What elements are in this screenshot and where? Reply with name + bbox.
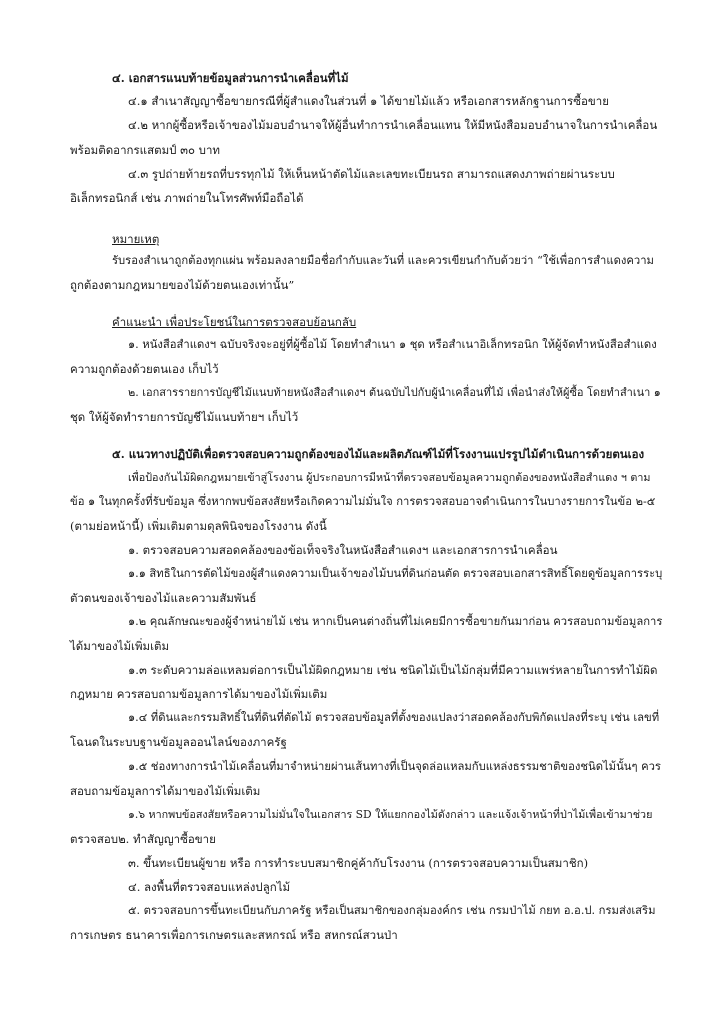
check-1-6-line-1: ๑.๖ หากพบข้อสงสัยหรือความไม่มั่นใจในเอกสาร SD ให้แยกกองไม้ดังกล่าว และแจ้งเจ้าหน้าที่ป่าไม้เพื่อเข้ามาช่วย: [128, 808, 653, 821]
check-1-5-line-1: ๑.๕ ช่องทางการนำไม้เคลื่อนที่มาจำหน่ายผ่านเส้นทางที่เป็นจุดล่อแหลมกับแหล่งธรรมชาติของชนิดไม้นั้นๆ ควร: [128, 760, 661, 773]
item-4-1: ๔.๑ สำเนาสัญญาซื้อขายกรณีที่ผู้สำแดงในส่วนที่ ๑ ได้ขายไม้แล้ว หรือเอกสารหลักฐานการซื้อขาย: [128, 94, 609, 108]
note-title: หมายเหตุ: [112, 232, 160, 246]
check-5-line-1: ๕. ตรวจสอบการขึ้นทะเบียนกับภาครัฐ หรือเป็นสมาชิกของกลุ่มองค์กร เช่น กรมป่าไม้ กยท อ.อ.ป. กรมส่งเสริม: [128, 904, 656, 917]
check-1-2-line-1: ๑.๒ คุณลักษณะของผู้จำหน่ายไม้ เช่น หากเป็นคนต่างถิ่นที่ไม่เคยมีการซื้อขายกันมาก่อน ควรสอบถามข้อมูลการ: [128, 615, 663, 628]
check-1-2-line-2: ได้มาของไม้เพิ่มเติม: [70, 639, 170, 653]
section-4-heading: ๔. เอกสารแนบท้ายข้อมูลส่วนการนำเคลื่อนที่ไม้: [112, 71, 349, 85]
section-5-intro-line-2: ข้อ ๑ ในทุกครั้งที่รับข้อมูล ซึ่งหากพบข้อสงสัยหรือเกิดความไม่มั่นใจ การตรวจสอบอาจดำเนินการในบางรายการในข้อ ๒-๕: [70, 495, 656, 508]
section-5-intro-line-3: (ตามย่อหน้านี้) เพิ่มเติมตามดุลพินิจของโรงงาน ดังนี้: [70, 519, 327, 533]
check-1-6-line-2: ตรวจสอบ๒. ทำสัญญาซื้อขาย: [70, 832, 216, 846]
check-5-line-2: การเกษตร ธนาคารเพื่อการเกษตรและสหกรณ์ หรือ สหกรณ์สวนป่า: [70, 928, 398, 942]
section-5-intro-line-1: เพื่อป้องกันไม้ผิดกฎหมายเข้าสู่โรงงาน ผู้ประกอบการมีหน้าที่ตรวจสอบข้อมูลความถูกต้องของหนังสือสำแดง ฯ ตาม: [128, 471, 651, 484]
note-line-2: ถูกต้องตามกฎหมายของไม้ด้วยตนเองเท่านั้น”: [70, 278, 295, 292]
advice-item-2-line-1: ๒. เอกสารรายการบัญชีไม้แนบท้ายหนังสือสำแดงฯ ต้นฉบับไปกับผู้นำเคลื่อนที่ไม้ เพื่อนำส่งให้ผู้ซื้อ โดยทำสำเนา ๑: [128, 386, 661, 399]
check-1-3-line-2: กฎหมาย ควรสอบถามข้อมูลการได้มาของไม้เพิ่มเติม: [70, 687, 328, 701]
advice-title: คำแนะนำ เพื่อประโยชน์ในการตรวจสอบย้อนกลับ: [112, 315, 357, 329]
check-3: ๓. ขึ้นทะเบียนผู้ขาย หรือ การทำระบบสมาชิกคู่ค้ากับโรงงาน (การตรวจสอบความเป็นสมาชิก): [128, 856, 589, 870]
item-4-3-line-2: อิเล็กทรอนิกส์ เช่น ภาพถ่ายในโทรศัพท์มือถือได้: [70, 191, 304, 205]
check-1-3-line-1: ๑.๓ ระดับความล่อแหลมต่อการเป็นไม้ผิดกฎหมาย เช่น ชนิดไม้เป็นไม้กลุ่มที่มีความแพร่หลายในการทำไม้ผิด: [128, 663, 658, 677]
note-line-1: รับรองสำเนาถูกต้องทุกแผ่น พร้อมลงลายมือชื่อกำกับและวันที่ และควรเขียนกำกับด้วยว่า “ใช้เพื่อการสำแดงความ: [112, 254, 654, 267]
check-1-4-line-2: โฉนดในระบบฐานข้อมูลออนไลน์ของภาครัฐ: [70, 735, 287, 749]
advice-item-1-line-2: ความถูกต้องด้วยตนเอง เก็บไว้: [70, 362, 219, 376]
item-4-3-line-1: ๔.๓ รูปถ่ายท้ายรถที่บรรทุกไม้ ให้เห็นหน้าตัดไม้และเลขทะเบียนรถ สามารถแสดงภาพถ่ายผ่านระบบ: [128, 167, 615, 181]
item-4-2-line-1: ๔.๒ หากผู้ซื้อหรือเจ้าของไม้มอบอำนาจให้ผู้อื่นทำการนำเคลื่อนแทน ให้มีหนังสือมอบอำนาจในการนำเคลื่อน: [128, 118, 658, 132]
item-4-2-line-2: พร้อมติดอากรแสตมป์ ๓๐ บาท: [70, 143, 220, 157]
check-1-5-line-2: สอบถามข้อมูลการได้มาของไม้เพิ่มเติม: [70, 784, 261, 798]
check-4: ๔. ลงพื้นที่ตรวจสอบแหล่งปลูกไม้: [128, 880, 291, 894]
check-1-4-line-1: ๑.๔ ที่ดินและกรรมสิทธิ์ในที่ดินที่ตัดไม้ ตรวจสอบข้อมูลที่ตั้งของแปลงว่าสอดคล้องกับพิกัดแปลงที่ระบุ เช่น เลขที่: [128, 711, 660, 724]
check-1: ๑. ตรวจสอบความสอดคล้องของข้อเท็จจริงในหนังสือสำแดงฯ และเอกสารการนำเคลื่อน: [128, 543, 558, 557]
check-1-1-line-2: ตัวตนของเจ้าของไม้และความสัมพันธ์: [70, 591, 257, 605]
advice-item-2-line-2: ชุด ให้ผู้จัดทำรายการบัญชีไม้แนบท้ายฯ เก็บไว้: [70, 410, 299, 424]
check-1-1-line-1: ๑.๑ สิทธิในการตัดไม้ของผู้สำแดงความเป็นเจ้าของไม้บนที่ดินก่อนตัด ตรวจสอบเอกสารสิทธิ์โดยดูข้อมูลการระบุ: [128, 567, 663, 580]
advice-item-1-line-1: ๑. หนังสือสำแดงฯ ฉบับจริงจะอยู่ที่ผู้ซื้อไม้ โดยทำสำเนา ๑ ชุด หรือสำเนาอิเล็กทรอนิก ให้ผู้จัดทำหนังสือสำแดง: [128, 338, 657, 351]
section-5-heading: ๕. แนวทางปฏิบัติเพื่อตรวจสอบความถูกต้องของไม้และผลิตภัณฑ์ไม้ที่โรงงานแปรรูปไม้ดำเนินการด้วยตนเอง: [112, 447, 645, 461]
